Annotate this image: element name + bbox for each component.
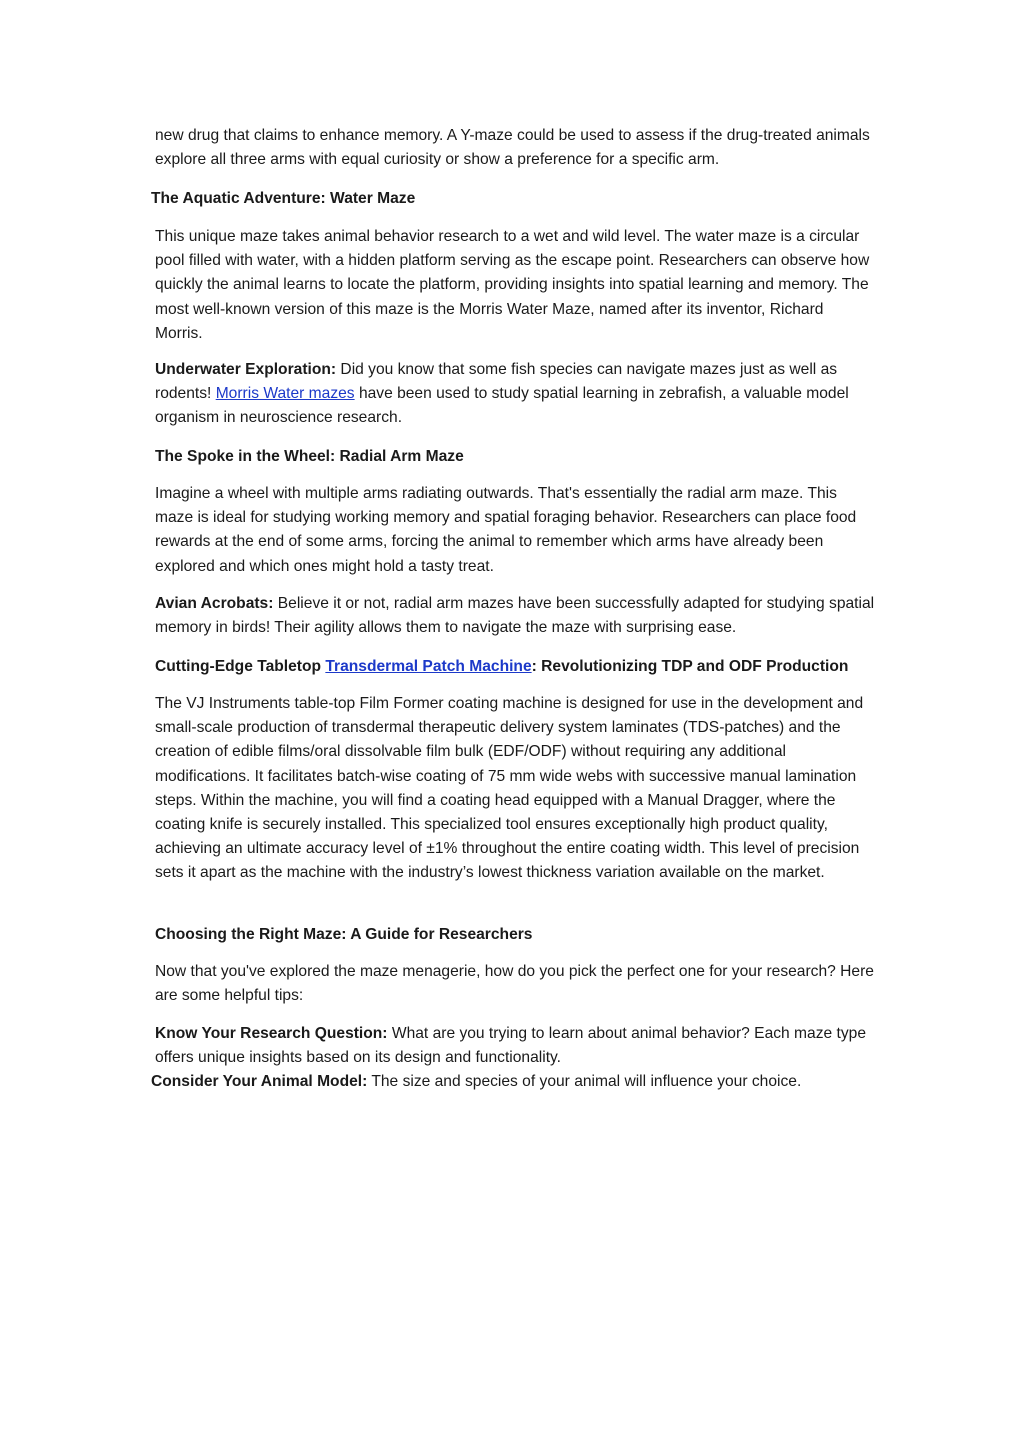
heading-choosing-maze: Choosing the Right Maze: A Guide for Researchers bbox=[155, 926, 533, 943]
water-maze-text: This unique maze takes animal behavior research to a wet and wild level. The water maze is a circular pool filled with water, with a hidden platform serving as the escape point. Researchers can observe how quickly the animal learns to locate the platform, providing insights into spatial learning and memory. The most well-known version of this maze is the Morris Water Maze, named after its inventor, Richard Morris. bbox=[155, 228, 870, 342]
tabletop-heading-after: : Revolutionizing TDP and ODF Production bbox=[531, 658, 849, 675]
water-maze-paragraph bbox=[155, 225, 875, 346]
radial-maze-text: Imagine a wheel with multiple arms radiating outwards. That's essentially the radial arm maze. This maze is ideal for studying working memory and spatial foraging behavior. Researchers can place food rewards at the end of some arms, forcing the animal to remember which arms have already been explored and which ones might hold a tasty treat. bbox=[155, 485, 857, 575]
heading-water-maze: The Aquatic Adventure: Water Maze bbox=[151, 190, 416, 207]
research-question-label: Know Your Research Question: bbox=[155, 1025, 388, 1042]
underwater-text-before: Did you know that some fish species can navigate mazes just as well as rodents! bbox=[155, 361, 838, 403]
radial-maze-paragraph bbox=[155, 482, 875, 579]
morris-water-mazes-link[interactable]: Morris Water mazes bbox=[215, 385, 355, 403]
underwater-paragraph bbox=[155, 358, 875, 431]
avian-paragraph bbox=[155, 592, 875, 640]
vj-instruments-text: The VJ Instruments table-top Film Former coating machine is designed for use in the development and small-scale production of transdermal therapeutic delivery system laminates (TDS-patches) and the creation of edible films/oral dissolvable film bulk (EDF/ODF) without requiring any additional modifications. It facilitates batch-wise coating of 75 mm wide webs with successive manual lamination steps. Within the machine, you will find a coating head equipped with a Manual Dragger, where the coating knife is securely installed. This specialized tool ensures exceptionally high product quality, achieving an ultimate accuracy level of ±1% throughout the entire coating width. This level of precision sets it apart as the machine with the industry’s lowest thickness variation available on the market. bbox=[155, 695, 864, 882]
underwater-label: Underwater Exploration: bbox=[155, 361, 337, 378]
avian-label: Avian Acrobats: bbox=[155, 595, 274, 612]
heading-radial-arm-maze: The Spoke in the Wheel: Radial Arm Maze bbox=[155, 448, 464, 465]
animal-model-label: Consider Your Animal Model: bbox=[151, 1073, 368, 1090]
intro-paragraph bbox=[155, 124, 875, 172]
heading-tabletop-machine bbox=[155, 655, 875, 679]
choosing-paragraph bbox=[155, 960, 875, 1008]
underwater-text-after: have been used to study spatial learning in zebrafish, a valuable model organism in neuroscience research. bbox=[155, 385, 849, 427]
transdermal-patch-machine-link[interactable]: Transdermal Patch Machine bbox=[325, 658, 532, 675]
animal-model-text: The size and species of your animal will influence your choice. bbox=[367, 1073, 802, 1090]
intro-text: new drug that claims to enhance memory. A Y-maze could be used to assess if the drug-treated animals explore all three arms with equal curiosity or show a preference for a specific arm. bbox=[155, 127, 870, 169]
choosing-text: Now that you've explored the maze menagerie, how do you pick the perfect one for your research? Here are some helpful tips: bbox=[155, 963, 874, 1005]
avian-text: Believe it or not, radial arm mazes have been successfully adapted for studying spatial memory in birds! Their agility allows them to navigate the maze with surprising ease. bbox=[155, 595, 875, 637]
tabletop-heading-before: Cutting-Edge Tabletop bbox=[155, 658, 326, 675]
vj-instruments-paragraph bbox=[155, 692, 875, 886]
research-question-text: What are you trying to learn about animal behavior? Each maze type offers unique insights based on its design and functionality. bbox=[155, 1025, 866, 1067]
research-question-paragraph bbox=[155, 1022, 875, 1070]
animal-model-paragraph bbox=[151, 1070, 871, 1094]
